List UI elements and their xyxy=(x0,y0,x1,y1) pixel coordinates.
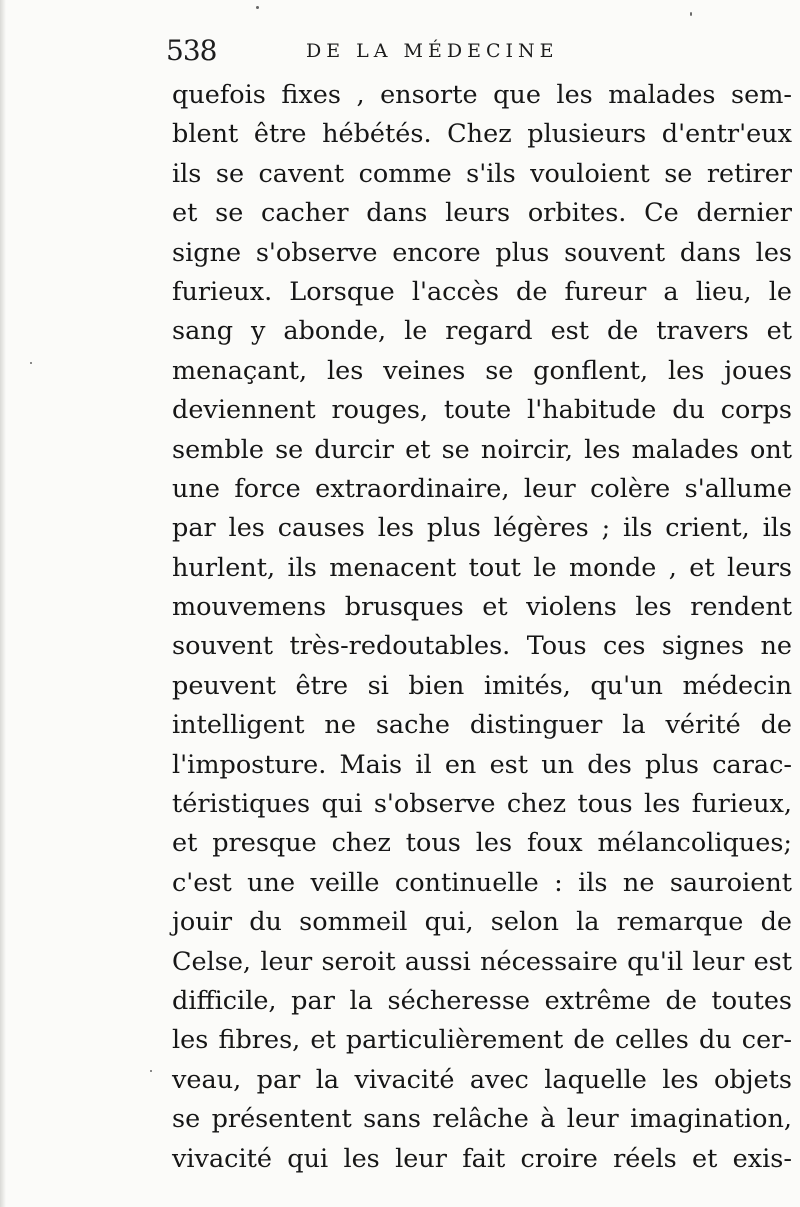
text-line: sang y abonde, le regard est de travers et xyxy=(172,316,792,347)
text-line: mouvemens brusques et violens les rendent xyxy=(172,592,792,623)
text-line: difficile, par la sécheresse extrême de toutes xyxy=(172,985,792,1016)
text-line: peuvent être si bien imités, qu'un médecin xyxy=(172,670,792,701)
text-line: souvent très-redoutables. Tous ces signes ne xyxy=(172,631,792,662)
body-text xyxy=(172,76,792,1179)
ink-speck xyxy=(150,1070,152,1072)
text-line: l'imposture. Mais il en est un des plus carac- xyxy=(172,749,792,780)
text-line: quefois fixes , ensorte que les malades sem- xyxy=(172,80,792,110)
ink-speck xyxy=(690,12,692,16)
text-line: menaçant, les veines se gonflent, les joues xyxy=(172,355,792,386)
text-line: deviennent rouges, toute l'habitude du corps xyxy=(172,395,792,426)
text-line: semble se durcir et se noircir, les malades ont xyxy=(172,434,792,465)
page-number: 538 xyxy=(166,34,217,67)
text-line: Celse, leur seroit aussi nécessaire qu'il leur est xyxy=(172,946,792,977)
page-header xyxy=(166,34,726,74)
ink-speck xyxy=(256,6,259,9)
text-line: hurlent, ils menacent tout le monde , et leurs xyxy=(172,552,792,583)
text-line: et se cacher dans leurs orbites. Ce dernier xyxy=(172,198,792,229)
ink-speck xyxy=(30,362,32,364)
text-line: intelligent ne sache distinguer la vérité de xyxy=(172,710,792,741)
text-line: et presque chez tous les foux mélancoliques; xyxy=(172,828,792,859)
text-line: ils se cavent comme s'ils vouloient se retirer xyxy=(172,158,792,189)
text-line: téristiques qui s'observe chez tous les furieux, xyxy=(172,789,792,820)
text-line: se présentent sans relâche à leur imagination, xyxy=(172,1104,792,1135)
text-line: c'est une veille continuelle : ils ne sauroient xyxy=(172,867,792,898)
text-line: furieux. Lorsque l'accès de fureur a lieu, le xyxy=(172,276,792,307)
page-binding-edge xyxy=(0,0,6,1207)
text-line: les fibres, et particulièrement de celles du cer- xyxy=(172,1025,792,1056)
text-line: vivacité qui les leur fait croire réels et exis- xyxy=(172,1143,792,1174)
text-line: par les causes les plus légères ; ils crient, ils xyxy=(172,513,792,544)
text-line: signe s'observe encore plus souvent dans les xyxy=(172,237,792,268)
text-line: blent être hébétés. Chez plusieurs d'entr'eux xyxy=(172,119,792,150)
text-line: jouir du sommeil qui, selon la remarque de xyxy=(172,907,792,938)
text-line: veau, par la vivacité avec laquelle les objets xyxy=(172,1064,792,1095)
running-head: DE LA MÉDECINE xyxy=(306,40,559,62)
text-line: une force extraordinaire, leur colère s'allume xyxy=(172,473,792,504)
